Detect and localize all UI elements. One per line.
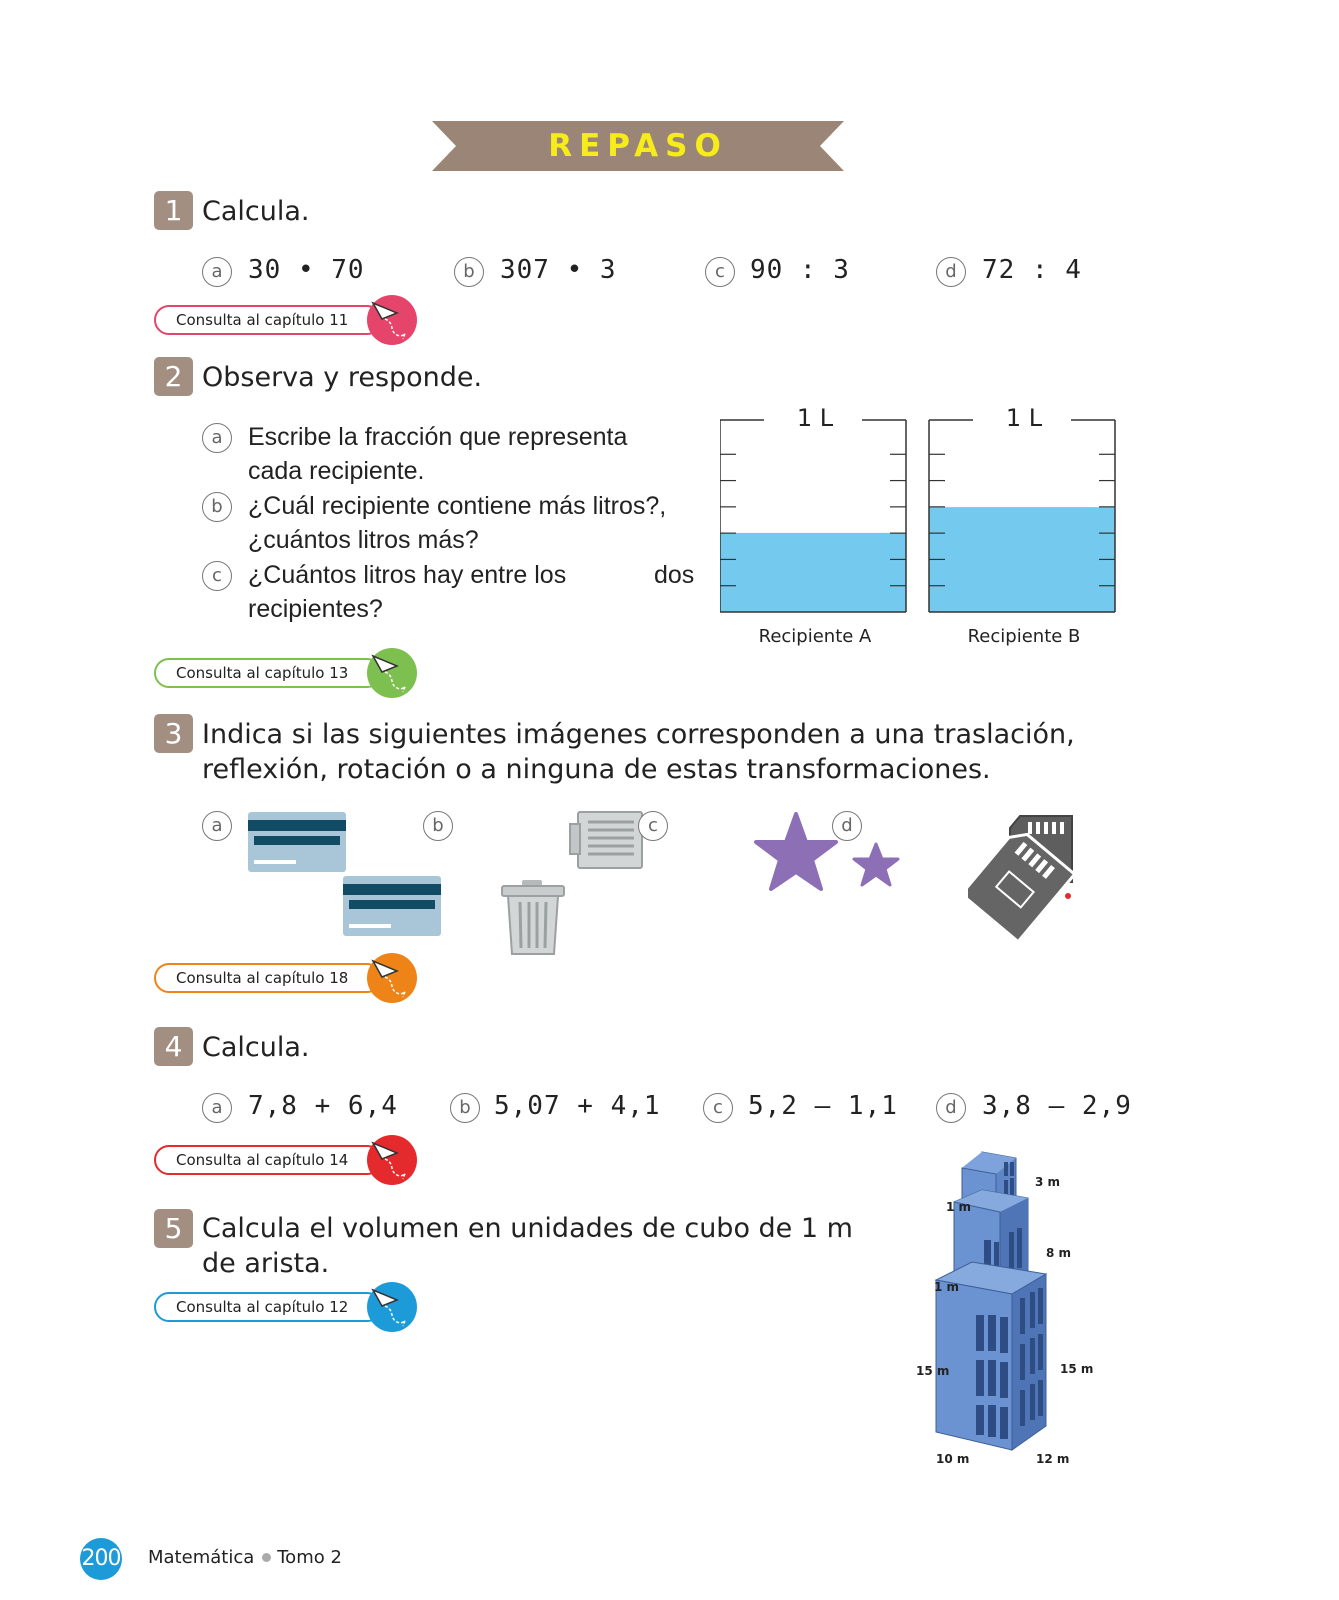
item-letter: a: [202, 423, 232, 453]
dimension-label: 15 m: [916, 1364, 950, 1378]
water-fill: [929, 507, 1115, 612]
container-name: Recipiente A: [758, 626, 872, 647]
section-number: 4: [154, 1027, 193, 1066]
item-letter: c: [202, 561, 232, 591]
water-fill: [720, 533, 906, 612]
banner-title: REPASO: [548, 128, 728, 164]
dimension-label: 1 m: [946, 1200, 972, 1214]
section-number: 1: [154, 191, 193, 230]
consulta-link[interactable]: Consulta al capítulo 12: [154, 1292, 382, 1322]
paper-plane-icon: [367, 953, 417, 1003]
expression: 5,2 – 1,1: [748, 1091, 898, 1121]
expression: 72 : 4: [982, 255, 1082, 285]
item-letter: d: [832, 811, 862, 841]
item-letter: d: [936, 1093, 966, 1123]
paper-plane-icon: [367, 1135, 417, 1185]
credit-card-icon: [246, 810, 446, 940]
paper-plane-icon: [367, 648, 417, 698]
trash-can-icon: [498, 878, 568, 958]
section-number: 3: [154, 714, 193, 753]
dimension-label: 3 m: [1035, 1175, 1061, 1189]
expression: 3,8 – 2,9: [982, 1091, 1132, 1121]
dimension-label: 1 m: [934, 1280, 960, 1294]
book-title: Matemática: [148, 1547, 255, 1568]
consulta-link[interactable]: Consulta al capítulo 13: [154, 658, 382, 688]
item-letter: b: [450, 1093, 480, 1123]
item-letter: d: [936, 257, 966, 287]
consulta-link[interactable]: Consulta al capítulo 11: [154, 305, 382, 335]
section-title: Indica si las siguientes imágenes corresponden a una traslación, reflexión, rotación o a ninguna de estas transformaciones.: [202, 719, 1075, 785]
question-text: Escribe la fracción que representa cada recipiente.: [248, 423, 628, 485]
item-letter: a: [202, 257, 232, 287]
expression: 90 : 3: [750, 255, 850, 285]
paper-plane-icon: [367, 295, 417, 345]
item-letter: a: [202, 1093, 232, 1123]
item-letter: b: [454, 257, 484, 287]
section-title: Observa y responde.: [202, 362, 483, 393]
star-icon: [754, 812, 904, 902]
container-name: Recipiente B: [967, 626, 1081, 647]
bullet-dot: [262, 1553, 271, 1562]
section-number: 5: [154, 1209, 193, 1248]
question-text: ¿Cuántos litros hay entre los recipientes?: [248, 561, 567, 623]
consulta-link[interactable]: Consulta al capítulo 14: [154, 1145, 382, 1175]
book-volume: Tomo 2: [277, 1547, 342, 1568]
item-letter: c: [705, 257, 735, 287]
container-a: [720, 420, 906, 612]
dimension-label: 8 m: [1046, 1246, 1072, 1260]
sd-card-icon: [968, 812, 1078, 952]
paper-plane-icon: [367, 1282, 417, 1332]
expression: 7,8 + 6,4: [248, 1091, 398, 1121]
capacity-label: 1 L: [1005, 404, 1043, 432]
item-letter: c: [703, 1093, 733, 1123]
question-text: ¿Cuál recipiente contiene más litros?, ¿cuántos litros más?: [248, 492, 667, 554]
trash-can-icon: [568, 808, 648, 874]
expression: 30 • 70: [248, 255, 365, 285]
capacity-label: 1 L: [796, 404, 834, 432]
item-letter: a: [202, 811, 232, 841]
dimension-label: 10 m: [936, 1452, 970, 1466]
section-number: 2: [154, 357, 193, 396]
dimension-label: 15 m: [1060, 1362, 1094, 1376]
item-letter: c: [638, 811, 668, 841]
item-letter: b: [423, 811, 453, 841]
section-title: Calcula.: [202, 196, 310, 227]
dimension-label: 12 m: [1036, 1452, 1070, 1466]
expression: 5,07 + 4,1: [494, 1091, 661, 1121]
expression: 307 • 3: [500, 255, 617, 285]
container-b: [929, 420, 1115, 612]
section-title: Calcula el volumen en unidades de cubo de 1 m de arista.: [202, 1213, 853, 1279]
footer-label: [148, 1547, 342, 1568]
consulta-link[interactable]: Consulta al capítulo 18: [154, 963, 382, 993]
page-number: 200: [80, 1538, 122, 1580]
section-title: Calcula.: [202, 1032, 310, 1063]
question-text-extra: dos: [654, 561, 695, 589]
item-letter: b: [202, 492, 232, 522]
containers-diagram: [720, 410, 1120, 622]
